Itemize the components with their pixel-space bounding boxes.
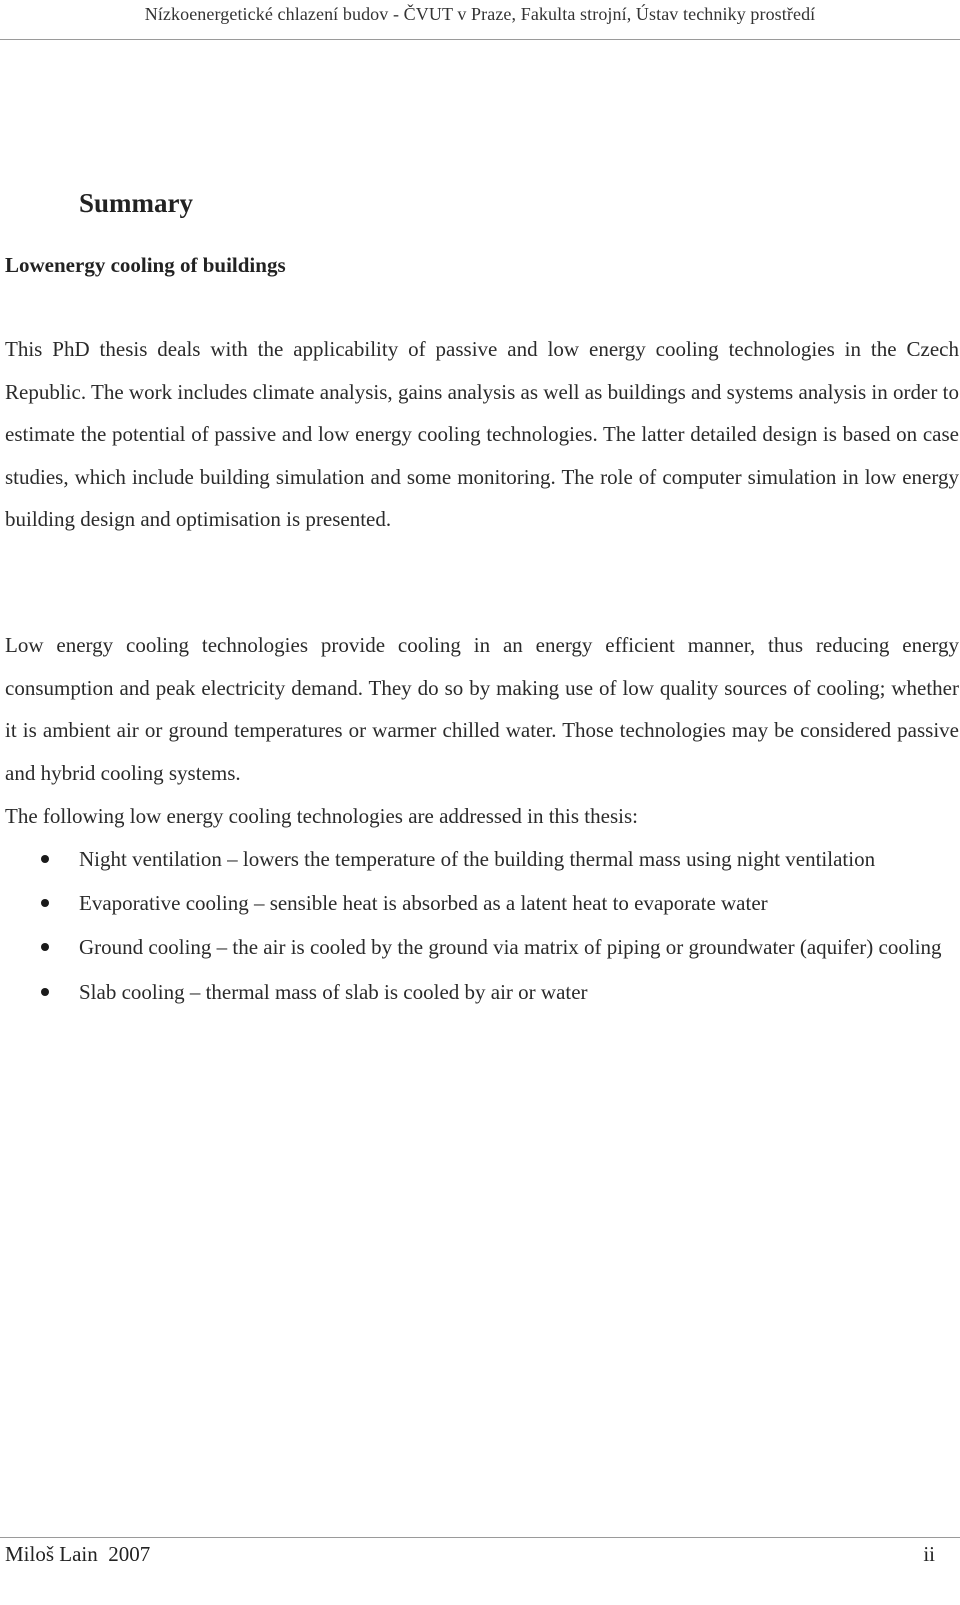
bullet-icon (41, 855, 49, 863)
bullet-icon (41, 943, 49, 951)
paragraph-intro: This PhD thesis deals with the applicability of passive and low energy cooling technologies in the Czech Republic. The work includes climate analysis, gains analysis as well as buildings and systems analysis in order to estimate the potential of passive and low energy cooling technologies. The latter detailed design is based on case studies, which include building simulation and some monitoring. The role of computer simulation in low energy building design and optimisation is presented. (5, 337, 959, 532)
list-item-text: Ground cooling – the air is cooled by the ground via matrix of piping or groundwater (aquifer) cooling (79, 935, 942, 960)
paragraph-technologies: Low energy cooling technologies provide cooling in an energy efficient manner, thus reducing energy consumption and peak electricity demand. They do so by making use of low quality sources of cooling; whether it is ambient air or ground temperatures or warmer chilled water. Those technologies may be considered passive and hybrid cooling systems. (5, 633, 959, 785)
footer-author-year: Miloš Lain 2007 (5, 1542, 151, 1566)
list-item (0, 838, 959, 881)
bullet-icon (41, 988, 49, 996)
list-item (0, 971, 959, 1014)
list-item (0, 926, 959, 969)
running-header: Nízkoenergetické chlazení budov - ČVUT v Praze, Fakulta strojní, Ústav techniky prostředí (144, 4, 816, 24)
document-title: Lowenergy cooling of buildings (5, 253, 286, 277)
page-number: ii (923, 1542, 935, 1566)
paragraph-list-intro: The following low energy cooling technologies are addressed in this thesis: (5, 804, 638, 828)
header-divider (0, 39, 960, 40)
footer-divider (0, 1537, 960, 1538)
list-item-text: Slab cooling – thermal mass of slab is cooled by air or water (79, 979, 588, 1004)
list-item-text: Evaporative cooling – sensible heat is absorbed as a latent heat to evaporate water (79, 891, 768, 916)
list-item (0, 882, 959, 925)
bullet-icon (41, 899, 49, 907)
list-item-text: Night ventilation – lowers the temperature of the building thermal mass using night ventilation (79, 847, 876, 871)
section-heading: Summary (79, 188, 193, 218)
technology-list (0, 838, 960, 1015)
